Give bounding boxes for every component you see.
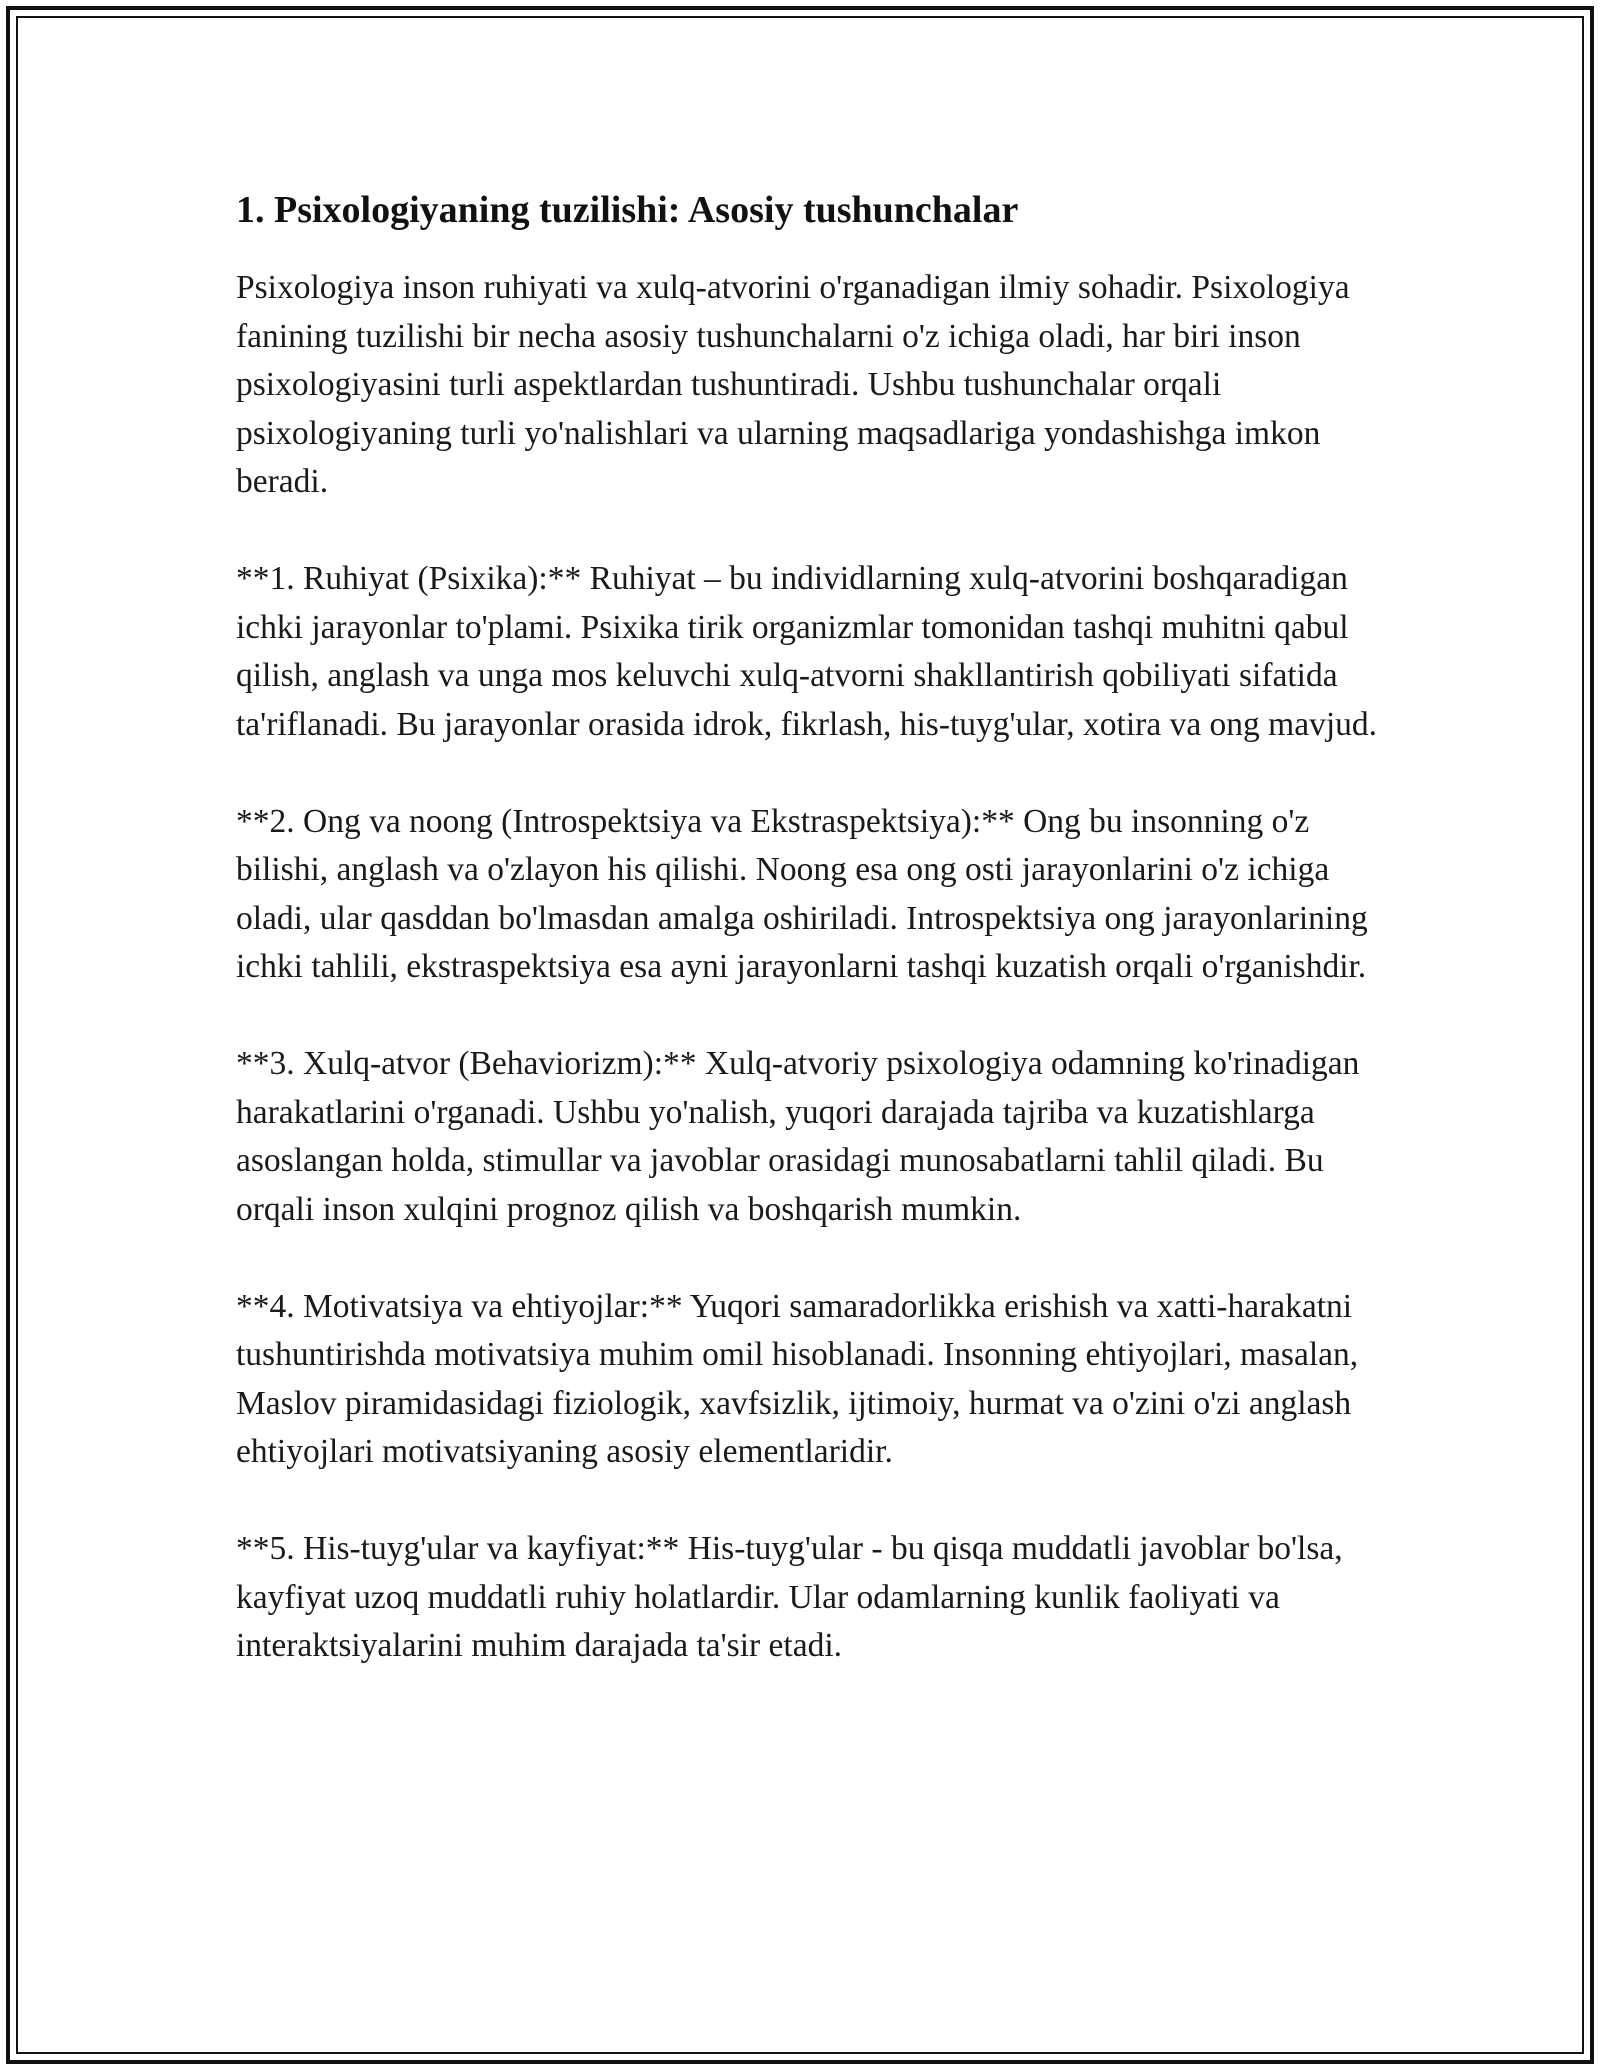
document-body (236, 186, 1386, 1719)
paragraph-ruhiyat: **1. Ruhiyat (Psixika):** Ruhiyat – bu individlarning xulq-atvorini boshqaradigan ichki jarayonlar to'plami. Psixika tirik organizmlar tomonidan tashqi muhitni qabul qilish, anglash va unga mos keluvchi xulq-atvorni shakllantirish qobiliyati sifatida ta'riflanadi. Bu jarayonlar orasida idrok, fikrlash, his-tuyg'ular, xotira va ong mavjud. (236, 560, 1378, 743)
paragraph-intro: Psixologiya inson ruhiyati va xulq-atvorini o'rganadigan ilmiy sohadir. Psixologiya fanining tuzilishi bir necha asosiy tushunchalarni o'z ichiga oladi, har biri inson psixologiyasini turli aspektlardan tushuntiradi. Ushbu tushunchalar orqali psixologiyaning turli yo'nalishlari va ularning maqsadlariga yondashishga imkon beradi. (236, 269, 1350, 500)
paragraph-xulq-atvor: **3. Xulq-atvor (Behaviorizm):** Xulq-atvoriy psixologiya odamning ko'rinadigan harakatlarini o'rganadi. Ushbu yo'nalish, yuqori darajada tajriba va kuzatishlarga asoslangan holda, stimullar va javoblar orasidagi munosabatlarni tahlil qiladi. Bu orqali inson xulqini prognoz qilish va boshqarish mumkin. (236, 1045, 1360, 1228)
paragraph-ong-va-noong: **2. Ong va noong (Introspektsiya va Ekstraspektsiya):** Ong bu insonning o'z bilishi, anglash va o'zlayon his qilishi. Noong esa ong osti jarayonlarini o'z ichiga oladi, ular qasddan bo'lmasdan amalga oshiriladi. Introspektsiya ong jarayonlarining ichki tahlili, ekstraspektsiya esa ayni jarayonlarni tashqi kuzatish orqali o'rganishdir. (236, 802, 1368, 985)
document-title: 1. Psixologiyaning tuzilishi: Asosiy tushunchalar (236, 189, 1019, 231)
paragraph-his-tuygular: **5. His-tuyg'ular va kayfiyat:** His-tuyg'ular - bu qisqa muddatli javoblar bo'lsa, kayfiyat uzoq muddatli ruhiy holatlardir. Ular odamlarning kunlik faoliyati va interaktsiyalarini muhim darajada ta'sir etadi. (236, 1530, 1343, 1664)
paragraph-motivatsiya: **4. Motivatsiya va ehtiyojlar:** Yuqori samaradorlikka erishish va xatti-harakatni tushuntirishda motivatsiya muhim omil hisoblanadi. Insonning ehtiyojlari, masalan, Maslov piramidasidagi fiziologik, xavfsizlik, ijtimoiy, hurmat va o'zini o'zi anglash ehtiyojlari motivatsiyaning asosiy elementlaridir. (236, 1287, 1359, 1470)
